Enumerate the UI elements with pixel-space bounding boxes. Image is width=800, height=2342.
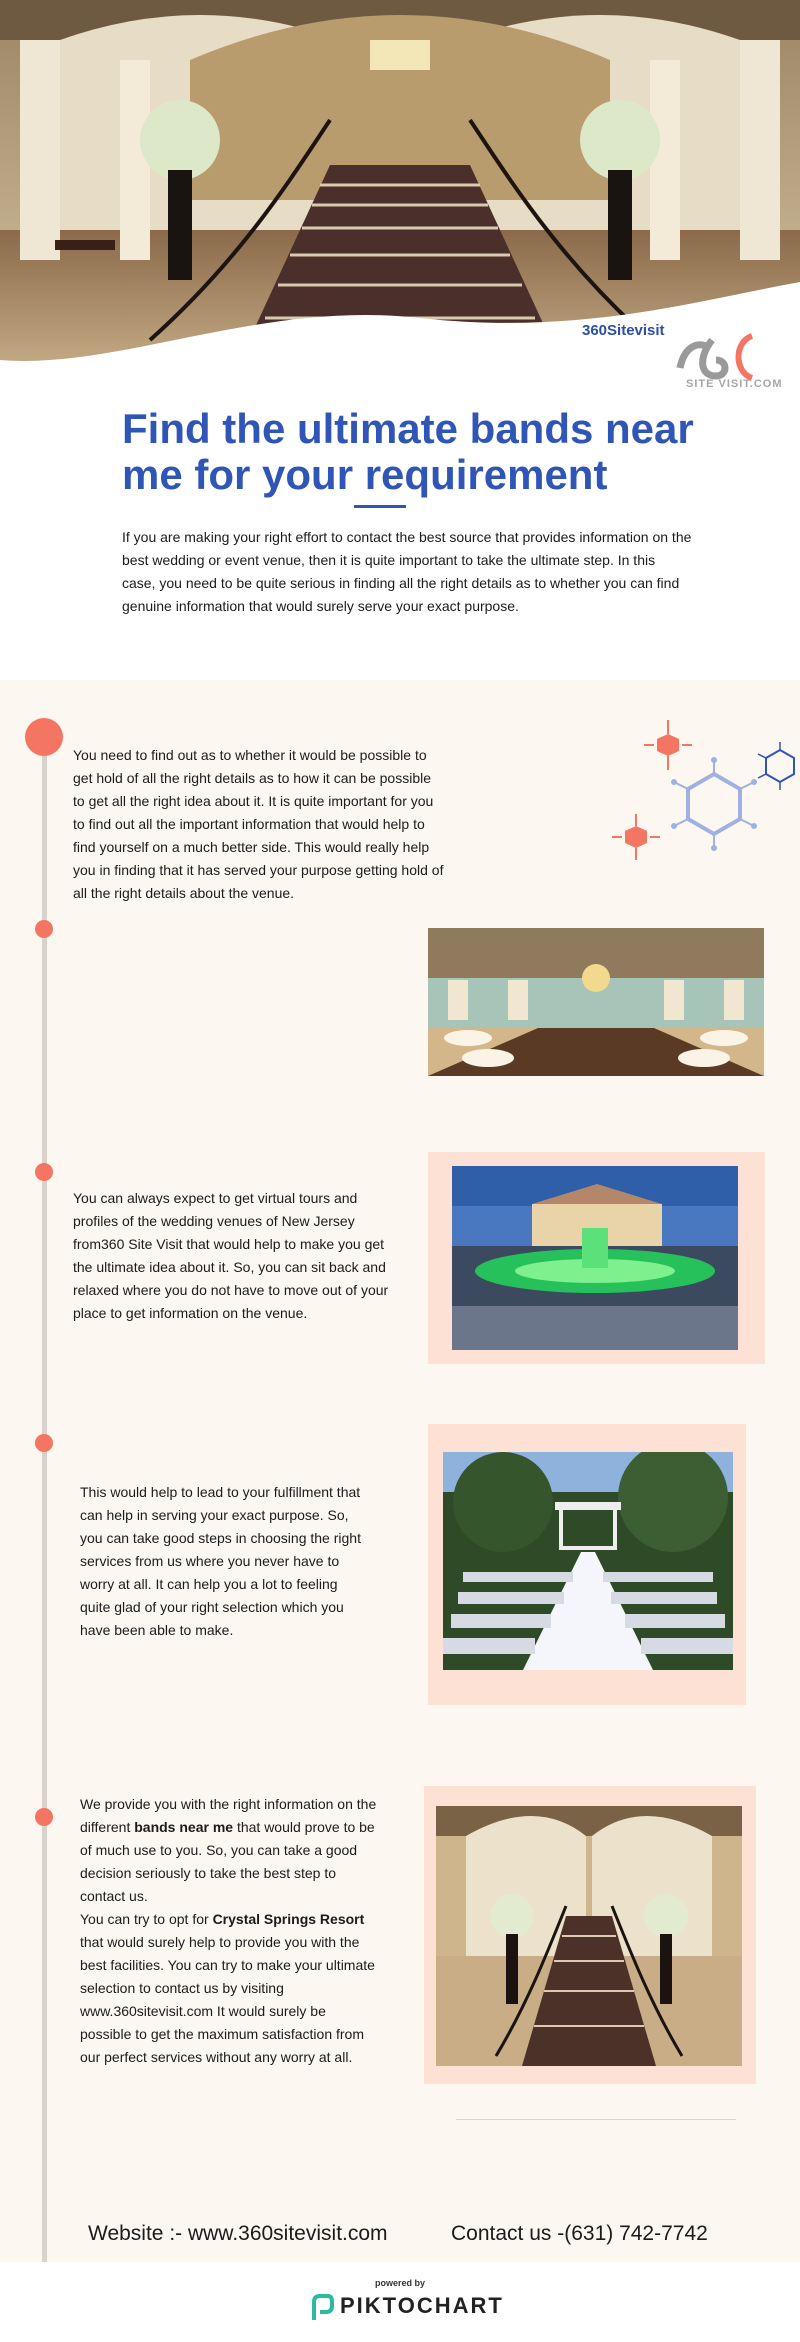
timeline-dot — [35, 920, 53, 938]
staircase-photo — [436, 1806, 742, 2066]
crystal-springs-link[interactable]: Crystal Springs Resort — [212, 1911, 365, 1927]
section-1-paragraph: You need to find out as to whether it would be possible to get hold of all the right details as to how it can be possible to get all the right idea about it. It is quite important for you to find out all the important information that would help to find yourself on a much better side. This would really help you in finding that it has served your purpose getting hold of all the right details about the venue. — [73, 747, 444, 901]
title-underline — [354, 505, 406, 508]
outdoor-ceremony-photo — [443, 1452, 733, 1670]
website-link[interactable]: Website :- www.360sitevisit.com — [88, 2222, 388, 2245]
hexagon-decoration-icon — [608, 716, 800, 866]
intro-paragraph: If you are making your right effort to contact the best source that provides information on the best wedding or event venue, then it is quite important to take the ultimate step. In this case, you need to be quite serious in finding all the right details as to whether you can find genuine information that would surely serve your exact purpose. — [122, 529, 692, 614]
brand-name[interactable]: 360Sitevisit — [582, 322, 665, 339]
section-3-paragraph: This would help to lead to your fulfillment that can help in serving your exact purpose. So, you can take good steps in choosing the right services from us where you never have to worry at all. It can help you a lot to feeling quite glad of your right selection which you have been able to make. — [80, 1484, 361, 1638]
page-title: Find the ultimate bands near me for your requirement — [122, 405, 694, 498]
contact-phone[interactable]: Contact us -(631) 742-7742 — [451, 2222, 708, 2245]
fountain-venue-photo — [452, 1166, 738, 1350]
timeline-dot — [25, 718, 63, 756]
section-2-paragraph: You can always expect to get virtual tours and profiles of the wedding venues of New Jersey from360 Site Visit that would help to make you get the ultimate idea about it. So, you can sit back and relaxed where you do not have to move out of your place to get information on the venue. — [73, 1190, 389, 1321]
bands-near-me-link[interactable]: bands near me — [134, 1819, 234, 1835]
brand-logo-text: SITE VISIT.COM — [686, 378, 783, 390]
timeline-dot — [35, 1434, 53, 1452]
hero-image — [0, 0, 800, 380]
piktochart-logo-text[interactable]: PIKTOCHART — [340, 2293, 504, 2318]
timeline-line — [42, 736, 47, 2262]
section-4-paragraph: We provide you with the right information on the different bands near me that would prove to be of much use to you. So, you can take a good decision seriously to take the best step to contact us. You can try to opt for Crystal Springs Resort that would surely help to provide you with the best facilities. You can try to make your ultimate selection to contact us by visiting www.360sitevisit.com It would surely be possible to get the maximum satisfaction from our perfect services without any worry at all. — [80, 1796, 377, 2065]
divider — [456, 2119, 736, 2120]
timeline-dot — [35, 1808, 53, 1826]
ballroom-photo — [428, 928, 764, 1076]
powered-by-label: powered by — [374, 2278, 425, 2288]
piktochart-logo-icon — [310, 2294, 334, 2322]
timeline-dot — [35, 1163, 53, 1181]
